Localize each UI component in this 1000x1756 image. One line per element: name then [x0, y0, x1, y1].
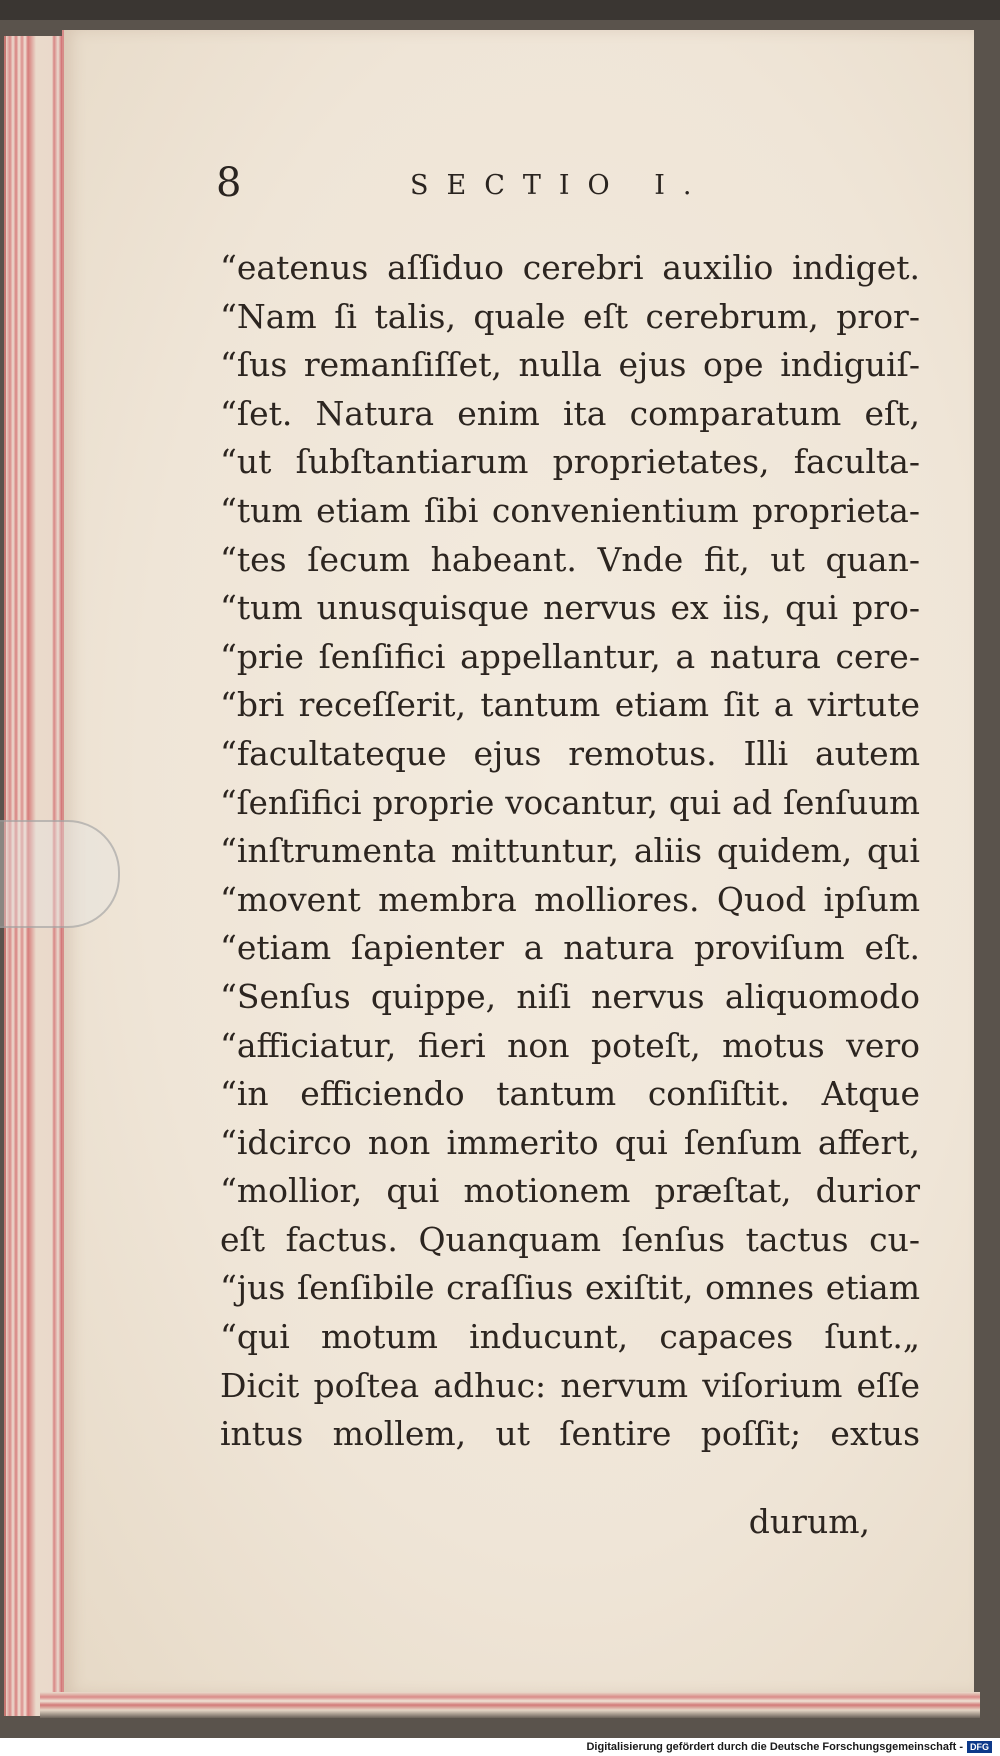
text-line: “eatenus aſſiduo cerebri auxilio indiget. — [220, 248, 920, 287]
page-bottom-edge — [40, 1692, 980, 1718]
text-line: “tum etiam ſibi convenientium proprieta- — [220, 490, 920, 530]
text-line: “Senſus quippe, niſi nervus aliquomodo — [220, 976, 920, 1016]
text-line: “mollior, qui motionem præſtat, durior — [220, 1171, 920, 1211]
text-line: intus mollem, ut ſentire poſſit; extus — [220, 1414, 920, 1454]
text-line: “ſenſifici proprie vocantur, qui ad ſenſuum — [220, 783, 920, 822]
running-title: SECTIO I. — [410, 170, 710, 201]
dfg-logo: DFG — [967, 1741, 992, 1753]
text-line: “tes ſecum habeant. Vnde fit, ut quan- — [220, 539, 920, 579]
body-text — [220, 244, 920, 1459]
text-line: “bri receſſerit, tantum etiam ſit a virtute — [220, 685, 920, 725]
text-line: “idcirco non immerito qui ſenſum affert, — [220, 1122, 920, 1162]
credit-text: Digitalisierung gefördert durch die Deutsche Forschungsgemeinschaft - — [586, 1741, 963, 1753]
text-line: “inſtrumenta mittuntur, aliis quidem, qui — [220, 831, 920, 871]
page-number: 8 — [216, 160, 242, 206]
text-line: “etiam ſapienter a natura proviſum eſt. — [220, 928, 920, 968]
text-line: “ut ſubſtantiarum proprietates, faculta- — [220, 442, 920, 482]
text-line: “prie ſenſifici appellantur, a natura cere- — [220, 636, 920, 676]
text-line: “ſet. Natura enim ita comparatum eſt, — [220, 393, 920, 433]
text-line: “qui motum inducunt, capaces ſunt.„ — [220, 1317, 920, 1357]
text-line: “ſus remanſiſſet, nulla ejus ope indiguiſ- — [220, 345, 920, 385]
catchword: durum, — [748, 1502, 870, 1541]
text-line: eſt factus. Quanquam ſenſus tactus cu- — [220, 1219, 920, 1259]
text-line: “Nam ſi talis, quale eſt cerebrum, pror- — [220, 296, 920, 336]
text-line: Dicit poſtea adhuc: nervum viſorium eſſe — [220, 1365, 920, 1405]
digitization-credit — [586, 1741, 992, 1753]
text-line: “in efficiendo tantum conſiſtit. Atque — [220, 1074, 920, 1114]
text-line: “afficiatur, fieri non poteſt, motus vero — [220, 1025, 920, 1065]
page-clip — [0, 820, 120, 928]
text-line: “movent membra molliores. Quod ipſum — [220, 879, 920, 919]
text-line: “facultateque ejus remotus. Illi autem — [220, 733, 920, 773]
text-line: “jus ſenſibile craſſius exiſtit, omnes etiam — [220, 1268, 920, 1308]
text-line: “tum unusquisque nervus ex iis, qui pro- — [220, 588, 920, 628]
page-header — [216, 160, 746, 220]
